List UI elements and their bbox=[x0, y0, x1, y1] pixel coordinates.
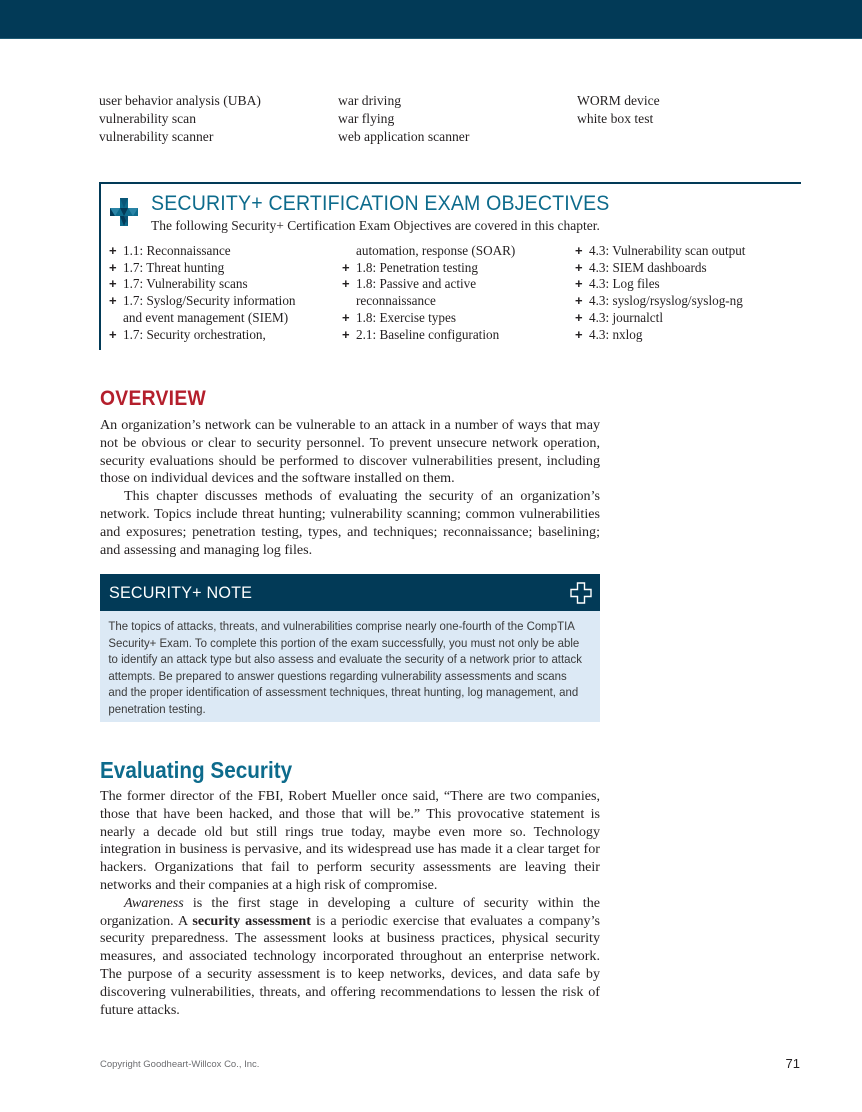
objective-item: + 4.3: SIEM dashboards bbox=[575, 259, 707, 275]
term-awareness: Awareness bbox=[124, 894, 184, 911]
key-term: vulnerability scanner bbox=[99, 129, 214, 144]
objective-item-continuation: reconnaissance bbox=[356, 293, 436, 309]
key-term: war driving bbox=[338, 93, 402, 108]
overview-paragraph-2: This chapter discusses methods of evaluating the security of an organization’s network. Topics include threat hunting; vulnerability scanning; common vulnerabilities and exposures; penetration testing, types, and techniques; reconnaissance; baselining; and assessing and managing log files. bbox=[100, 488, 600, 558]
overview-paragraph-1: An organization’s network can be vulnerable to an attack in a number of ways that may not be obvious or clear to security personnel. To prevent unsecure network operation, security evaluations should be performed to discover vulnerabilities present, including those on individual devices and the software installed on them. bbox=[100, 417, 600, 487]
key-term: web application scanner bbox=[338, 129, 470, 144]
objectives-list bbox=[109, 243, 745, 343]
key-terms-list bbox=[99, 92, 739, 146]
objective-item: + 1.8: Exercise types bbox=[342, 309, 456, 325]
objective-item: + 1.7: Vulnerability scans bbox=[109, 276, 248, 292]
key-term: war flying bbox=[338, 111, 395, 126]
security-note-title: SECURITY+ NOTE bbox=[109, 583, 253, 602]
footer-copyright: Copyright Goodheart-Willcox Co., Inc. bbox=[100, 1059, 260, 1070]
evaluating-security-heading: Evaluating Security bbox=[100, 757, 293, 783]
objective-item: + 4.3: journalctl bbox=[575, 309, 663, 325]
security-note-body: The topics of attacks, threats, and vulnerabilities comprise nearly one-fourth of the CompTIA Security+ Exam. To complete this portion of the exam successfully, you must not only be able to identify an attack type but also assess and evaluate the security of a network prior to attack attempts. Be prepared to answer questions regarding vulnerability assessments and scans and the proper identification of assessment techniques, threat hunting, log management, and penetration testing. bbox=[108, 619, 582, 716]
security-note-box bbox=[100, 574, 600, 722]
objective-item: + 1.8: Passive and active bbox=[342, 276, 477, 292]
overview-heading: OVERVIEW bbox=[100, 387, 206, 410]
objective-item-continuation: automation, response (SOAR) bbox=[356, 243, 516, 258]
security-note-header bbox=[100, 574, 600, 611]
objectives-title: SECURITY+ CERTIFICATION EXAM OBJECTIVES bbox=[151, 192, 610, 215]
objectives-subtitle: The following Security+ Certification Exam Objectives are covered in this chapter. bbox=[151, 218, 600, 233]
evaluating-paragraph-1: The former director of the FBI, Robert Mueller once said, “There are two companies, those that have been hacked, and those that will be.” This provocative statement is nearly a decade old but still rings true today, maybe even more so. Technology integration in business is pervasive, and its widespread use has made it a clear target for hackers. Organizations that fail to perform security assessments are leaving their networks and their companies at a high risk of compromise. bbox=[100, 788, 600, 893]
objective-item: + 1.7: Syslog/Security information bbox=[109, 293, 296, 309]
key-terms-column-2 bbox=[338, 92, 577, 146]
evaluating-paragraph-2: Awareness is the first stage in developing a culture of security within the organization. A security assessment is a periodic exercise that evaluates a company’s security preparedness. The assessment looks at business practices, physical security measures, and associated technology incorporated throughout an enterprise network. The purpose of a security assessment is to keep networks, devices, and data safe by discovering vulnerabilities, threats, and offering recommendations to lessen the risk of future attacks. bbox=[100, 894, 600, 1018]
key-term: WORM device bbox=[577, 93, 660, 108]
key-terms-column-3 bbox=[577, 92, 660, 146]
key-term: white box test bbox=[577, 111, 654, 126]
objective-item: + 2.1: Baseline configuration bbox=[342, 326, 500, 342]
objective-item: + 4.3: nxlog bbox=[575, 326, 643, 342]
page-number: 71 bbox=[785, 1056, 800, 1071]
objectives-column-2 bbox=[342, 243, 575, 343]
objectives-column-3 bbox=[575, 243, 745, 343]
objective-item-continuation: and event management (SIEM) bbox=[123, 309, 289, 325]
plus-cross-icon bbox=[110, 198, 138, 226]
objectives-column-1 bbox=[109, 243, 342, 343]
exam-objectives-box bbox=[99, 182, 801, 350]
objective-item: + 1.7: Threat hunting bbox=[109, 259, 225, 275]
page-header-band bbox=[0, 0, 862, 39]
objective-item: + 1.7: Security orchestration, bbox=[109, 326, 266, 342]
objective-item: + 4.3: Vulnerability scan output bbox=[575, 243, 746, 258]
plus-outline-icon bbox=[570, 582, 592, 604]
key-term: user behavior analysis (UBA) bbox=[99, 93, 261, 108]
evaluating-security-body bbox=[100, 788, 600, 1019]
objective-item: + 1.1: Reconnaissance bbox=[109, 243, 231, 258]
objective-item: + 1.8: Penetration testing bbox=[342, 259, 478, 275]
objective-item: + 4.3: Log files bbox=[575, 276, 660, 292]
objective-item: + 4.3: syslog/rsyslog/syslog-ng bbox=[575, 293, 743, 309]
key-term: vulnerability scan bbox=[99, 111, 197, 126]
key-term-security-assessment: security assessment bbox=[192, 912, 311, 929]
overview-body bbox=[100, 417, 600, 559]
key-terms-column-1 bbox=[99, 92, 338, 146]
